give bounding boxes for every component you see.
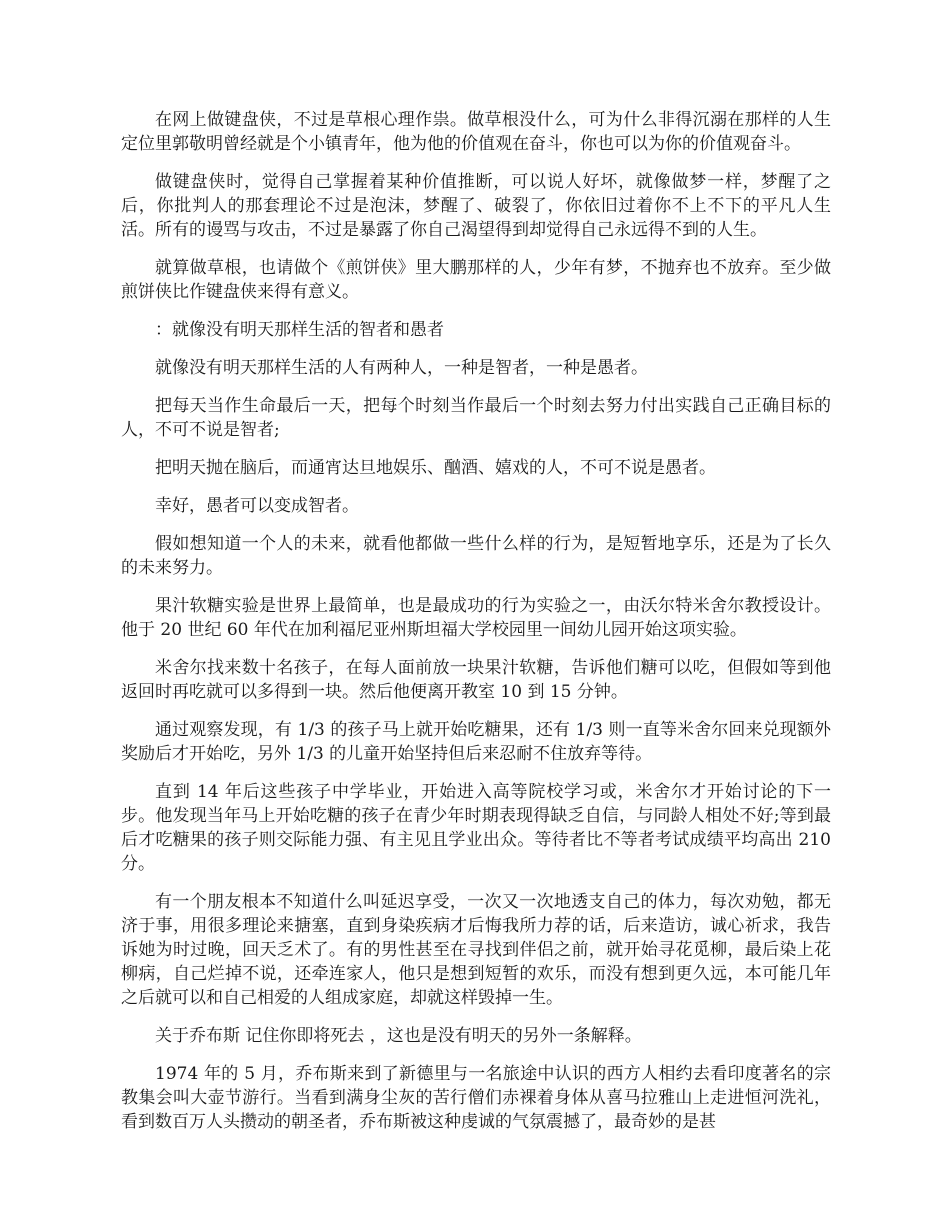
paragraph: 有一个朋友根本不知道什么叫延迟享受，一次又一次地透支自己的体力，每次劝勉，都无济于事，用很多理论来搪塞，直到身染疾病才后悔我所力荐的话，后来造访，诚心祈求，我告诉她为时过晚，回天乏术了。有的男性甚至在寻找到伴侣之前，就开始寻花觅柳，最后染上花柳病，自己烂掉不说，还牵连家人，他只是想到短暂的欢乐，而没有想到更久远，本可能几年之后就可以和自己相爱的人组成家庭，却就这样毁掉一生。 <box>121 892 831 1008</box>
paragraph: 在网上做键盘侠，不过是草根心理作祟。做草根没什么，可为什么非得沉溺在那样的人生定位里郭敬明曾经就是个小镇青年，他为他的价值观在奋斗，你也可以为你的价值观奋斗。 <box>121 110 831 154</box>
paragraph: 幸好，愚者可以变成智者。 <box>155 496 359 516</box>
paragraph: 关于乔布斯 记住你即将死去 ，这也是没有明天的另外一条解释。 <box>155 1026 642 1046</box>
paragraph: 果汁软糖实验是世界上最简单，也是最成功的行为实验之一，由沃尔特米舍尔教授设计。他于 20 世纪 60 年代在加利福尼亚州斯坦福大学校园里一间幼儿园开始这项实验。 <box>121 596 831 640</box>
document-body <box>121 108 831 1148</box>
paragraph: 做键盘侠时，觉得自己掌握着某种价值推断，可以说人好坏，就像做梦一样，梦醒了之后，你批判人的那套理论不过是泡沫，梦醒了、破裂了，你依旧过着你不上不下的平凡人生活。所有的谩骂与攻击，不过是暴露了你自己渴望得到却觉得自己永远得不到的人生。 <box>121 172 831 240</box>
paragraph: 把明天抛在脑后，而通宵达旦地娱乐、酗酒、嬉戏的人，不可不说是愚者。 <box>155 458 716 478</box>
paragraph: 米舍尔找来数十名孩子，在每人面前放一块果汁软糖，告诉他们糖可以吃，但假如等到他返回时再吃就可以多得到一块。然后他便离开教室 10 到 15 分钟。 <box>121 658 831 702</box>
paragraph: 通过观察发现，有 1/3 的孩子马上就开始吃糖果，还有 1/3 则一直等米舍尔回来兑现额外奖励后才开始吃，另外 1/3 的儿童开始坚持但后来忍耐不住放弃等待。 <box>121 720 831 764</box>
paragraph: 直到 14 年后这些孩子中学毕业，开始进入高等院校学习或，米舍尔才开始讨论的下一步。他发现当年马上开始吃糖的孩子在青少年时期表现得缺乏自信，与同龄人相处不好;等到最后才吃糖果的孩子则交际能力强、有主见且学业出众。等待者比不等者考试成绩平均高出 210 分。 <box>121 782 831 874</box>
paragraph: 1974 年的 5 月，乔布斯来到了新德里与一名旅途中认识的西方人相约去看印度著名的宗教集会叫大壶节游行。当看到满身尘灰的苦行僧们赤裸着身体从喜马拉雅山上走进恒河洗礼，看到数百万人头攒动的朝圣者，乔布斯被这种虔诚的气氛震撼了，最奇妙的是甚 <box>121 1064 831 1132</box>
paragraph: 假如想知道一个人的未来，就看他都做一些什么样的行为，是短暂地享乐，还是为了长久的未来努力。 <box>121 534 831 578</box>
paragraph: 就算做草根，也请做个《煎饼侠》里大鹏那样的人，少年有梦，不抛弃也不放弃。至少做煎饼侠比作键盘侠来得有意义。 <box>121 258 831 302</box>
paragraph: 就像没有明天那样生活的人有两种人，一种是智者，一种是愚者。 <box>155 358 648 378</box>
section-heading: ：就像没有明天那样生活的智者和愚者 <box>155 320 444 340</box>
paragraph: 把每天当作生命最后一天，把每个时刻当作最后一个时刻去努力付出实践自己正确目标的人，不可不说是智者; <box>121 396 831 440</box>
